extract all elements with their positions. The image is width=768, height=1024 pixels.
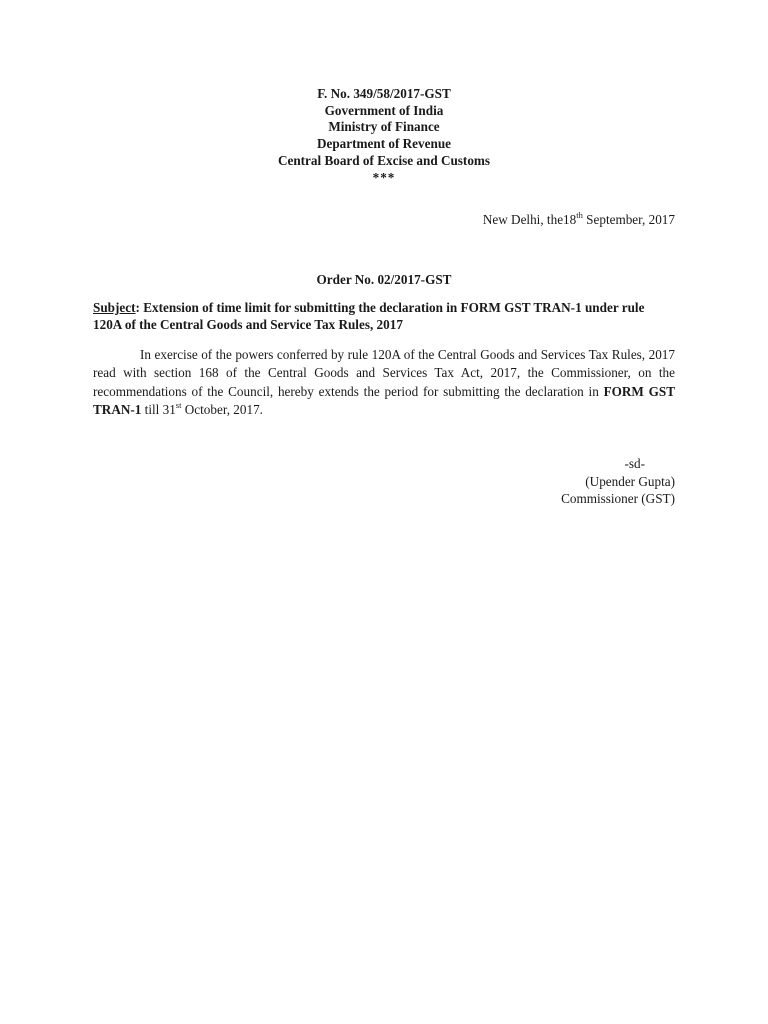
subject-text: : Extension of time limit for submitting the declaration in FORM GST TRAN-1 under rule 120A of the Central Goods and Service Tax Rules, 2017 xyxy=(93,300,645,332)
date-ordinal: th xyxy=(576,210,583,220)
signatory-name: (Upender Gupta) xyxy=(585,473,675,489)
order-title: Order No. 02/2017-GST xyxy=(316,272,452,287)
date-prefix: New Delhi, the18 xyxy=(482,212,577,227)
header-department: Department of Revenue xyxy=(316,136,452,152)
body-text-1: In exercise of the powers conferred by rule 120A of the Central Goods and Services Tax Rules, 2017 read with section 168 of the Central Goods and Services Tax Act, 2017, the Commissioner, on the recommendations of the Council, hereby extends the period for submitting the declaration in xyxy=(93,347,675,399)
body-text-3: October, 2017. xyxy=(181,402,263,418)
signature-block xyxy=(561,455,675,508)
subject-block xyxy=(93,299,675,333)
file-number: F. No. 349/58/2017-GST xyxy=(317,86,451,101)
signatory-designation: Commissioner (GST) xyxy=(561,491,675,506)
date-suffix: September, 2017 xyxy=(582,212,675,227)
body-text-2: till 31 xyxy=(141,402,176,418)
header-stars: *** xyxy=(372,169,396,185)
place-date xyxy=(483,212,675,228)
body-ordinal: st xyxy=(175,400,182,411)
body-form-name: FORM GST TRAN-1 xyxy=(93,383,675,418)
header-board: Central Board of Excise and Customs xyxy=(277,152,491,168)
header-government: Government of India xyxy=(324,102,444,118)
signature-sd: -sd- xyxy=(624,456,645,471)
document-header xyxy=(0,86,768,186)
subject-label: Subject xyxy=(93,300,136,315)
header-ministry: Ministry of Finance xyxy=(328,119,440,135)
body-paragraph xyxy=(93,346,675,420)
